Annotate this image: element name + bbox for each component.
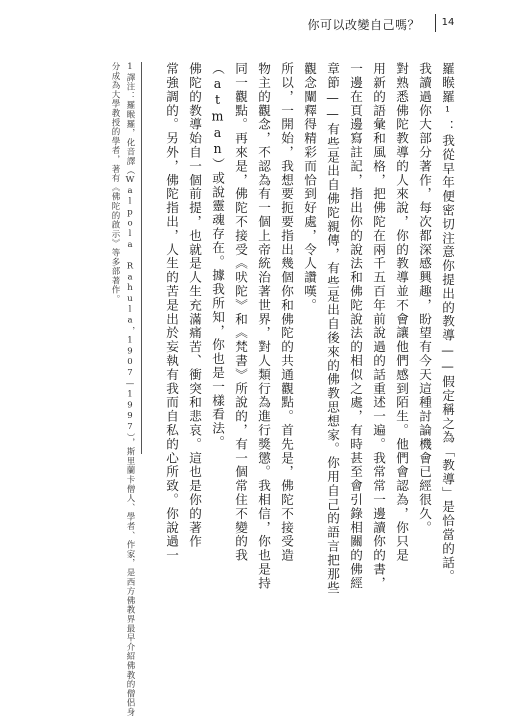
running-title: 你可以改變自己嗎？ [307, 18, 420, 32]
page-number: 14 [435, 14, 460, 32]
body-column: 物主的觀念，不認為有一個上帝統治著世界，對人類行為進行獎懲。我相信，你也是持 [256, 62, 271, 591]
footnote-line: 分成為大學教授的學者，著有《佛陀的啟示》等多部著作。 [110, 62, 120, 304]
body-column: 常強調的。另外，佛陀指出，人生的苦是出於妄執有我而自私的心所致。你說過一 [164, 62, 179, 563]
footnote-line: 1譯注：羅睺羅，化音譯（Walpola Rahula，1907—1997），斯里蘭卡僧人、學者、作家，是西方佛教界最早介紹佛教的僧侶身 [125, 62, 135, 717]
body-column: 章節——有些是出自佛陀親傳，有些是出自後來的佛教思想家。你用自己的語言把那些 [325, 62, 340, 595]
body-column: 用新的語彙和風格，把佛陀在兩千五百年前說過的話重述一遍。我常常一邊讀你的書， [371, 62, 386, 591]
body-column: 羅睺羅¹：我從早年便密切注意你提出的教導——假定稱之為「教導」是恰當的話。 [440, 62, 455, 584]
page-header [40, 14, 480, 34]
body-column: （atman）或說靈魂存在。據我所知，你也是一樣看法。 [210, 62, 225, 450]
body-column: 佛陀的教導始自一個前提，也就是人生充滿痛苦、衝突和悲哀。這也是你的著作 [187, 62, 202, 549]
body-column: 觀念闡釋得精彩而恰到好處，令人讚嘆。 [302, 62, 317, 313]
body-column: 對熟悉佛陀教導的人來說，你的教導並不會讓他們感到陌生。他們會認為，你只是 [394, 62, 409, 563]
body-column: 所以，一開始，我想要扼要指出幾個你和佛陀的共通觀點。首先是，佛陀不接受造 [279, 62, 294, 563]
body-column: 同一觀點。再來是，佛陀不接受《吠陀》和《梵書》所說的，有一個常住不變的我 [233, 62, 248, 563]
footnote-divider [141, 62, 142, 454]
body-column: 我讀過你大部分著作，每次都深感興趣，盼望有今天這種討論機會已經很久。 [417, 62, 432, 535]
body-column: 一邊在頁邊寫註記，指出你的說法和佛陀說法的相似之處，有時甚至會引錄相關的佛經 [348, 62, 363, 591]
